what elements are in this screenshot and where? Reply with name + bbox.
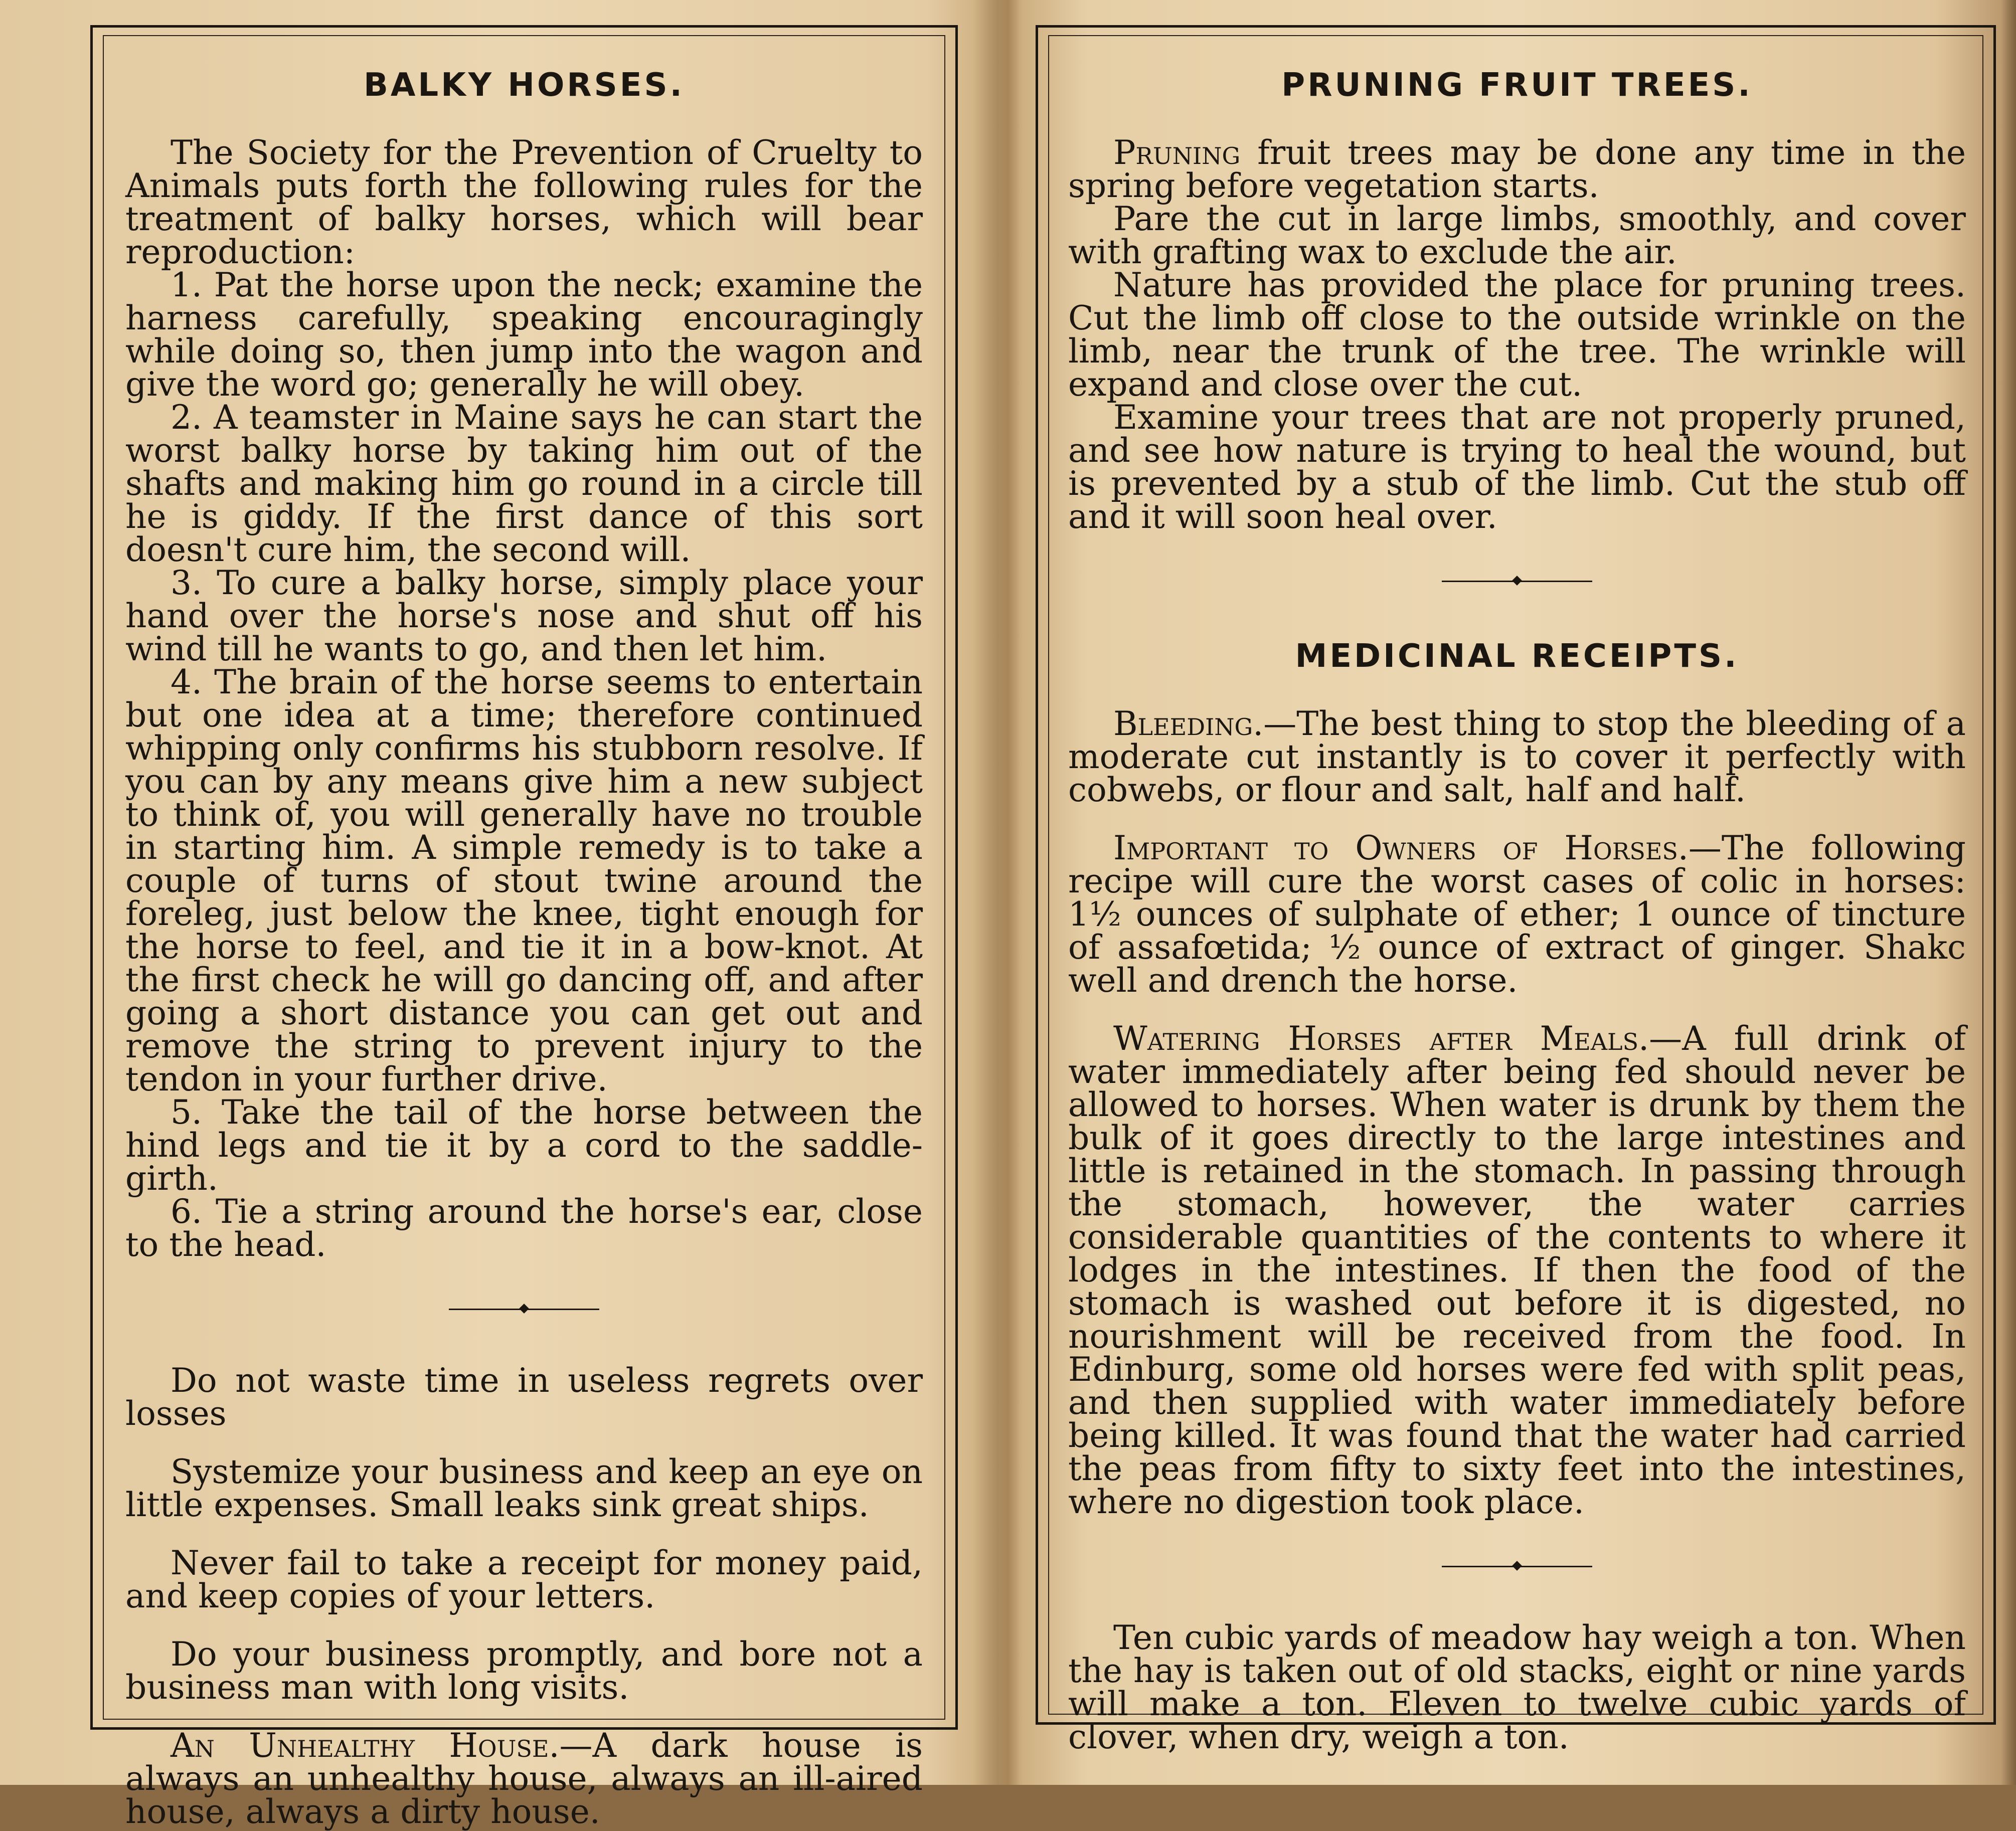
pruning-paragraph-2: Pare the cut in large limbs, smoothly, and cover with grafting wax to exclude the air. xyxy=(1068,200,1966,271)
medicinal-title: MEDICINAL RECEIPTS. xyxy=(1295,638,1739,675)
pruning-paragraph-1 xyxy=(1068,133,1966,205)
maxim-losses: Do not waste time in useless regrets over losses xyxy=(125,1361,923,1433)
balky-rule-4: 4. The brain of the horse seems to entertain but one idea at a time; therefore continued whipping only confirms his stubborn resolve. If you can by any means give him a new subject to think of, you will generally have no trouble in starting him. A simple remedy is to take a couple of turns of stout twine around the foreleg, just below the knee, tight enough for the horse to feel, and tie it in a bow-knot. At the first check he will go dancing off, and after going a short distance you can get out and remove the string to prevent injury to the tendon in your further drive. xyxy=(125,663,923,1098)
left-page-content xyxy=(125,65,923,1831)
important-heading: Important to Owners of Horses. xyxy=(1113,829,1689,867)
section-divider xyxy=(1442,571,1592,591)
page-edge-shadow xyxy=(2001,0,2016,1785)
balky-rule-2: 2. A teamster in Maine says he can start the worst balky horse by taking him out of the shafts and making him go round in a circle till he is giddy. If the first dance of this sort doesn't cure him, the second will. xyxy=(125,398,923,569)
bleeding-heading: Bleeding. xyxy=(1113,704,1264,743)
right-page-content xyxy=(1068,65,1966,1754)
watering-paragraph xyxy=(1068,1019,1966,1521)
unhealthy-house-text: —A dark house is always an unhealthy house, always an ill-aired house, always a dirty house. xyxy=(125,1726,923,1831)
watering-text: —A full drink of water immediately after being fed should never be allowed to horses. When water is drunk by them the bulk of it goes directly to the large intestines and little is retained in the stomach. In passing through the stomach, however, the water carries considerable quantities of the contents to where it lodges in the intestines. If then the food of the stomach is washed out before it is digested, no nourishment will be received from the food. In Edinburg, some old horses were fed with split peas, and then supplied with water immediately before being killed. It was found that the water had carried the peas from fifty to sixty feet into the intestines, where no digestion took place. xyxy=(1068,1019,1966,1521)
right-page xyxy=(998,0,2016,1785)
balky-rule-1: 1. Pat the horse upon the neck; examine the harness carefully, speaking encouragingly while doing so, then jump into the wagon and give the word go; generally he will obey. xyxy=(125,266,923,404)
unhealthy-house-heading: An Unhealthy House. xyxy=(171,1726,560,1765)
pruning-lead: Pruning xyxy=(1113,133,1241,172)
divider-diamond-icon xyxy=(1512,576,1522,586)
pruning-first-text: fruit trees may be done any time in the spring before vegetation starts. xyxy=(1068,133,1966,205)
balky-horses-title: BALKY HORSES. xyxy=(364,67,685,104)
pruning-paragraph-3: Nature has provided the place for pruning trees. Cut the limb off close to the outside wrinkle on the limb, near the trunk of the tree. The wrinkle will expand and close over the cut. xyxy=(1068,266,1966,404)
bleeding-paragraph xyxy=(1068,704,1966,809)
unhealthy-house-paragraph xyxy=(125,1726,923,1831)
important-text: —The following recipe will cure the worst cases of colic in horses: 1½ ounces of sulphate of ether; 1 ounce of tincture of assafœtida; ½ ounce of extract of ginger. Shakc well and drench the horse. xyxy=(1068,829,1966,1000)
pruning-title: PRUNING FRUIT TREES. xyxy=(1281,67,1753,104)
watering-heading: Watering Horses after Meals. xyxy=(1113,1019,1649,1058)
balky-rule-3: 3. To cure a balky horse, simply place your hand over the horse's nose and shut off his wind till he wants to go, and then let him. xyxy=(125,564,923,668)
maxim-systemize: Systemize your business and keep an eye on little expenses. Small leaks sink great ships. xyxy=(125,1452,923,1524)
pruning-paragraph-4: Examine your trees that are not properly pruned, and see how nature is trying to heal the wound, but is prevented by a stub of the limb. Cut the stub off and it will soon heal over. xyxy=(1068,398,1966,536)
balky-intro-paragraph: The Society for the Prevention of Cruelty to Animals puts forth the following rules for the treatment of balky horses, which will bear reproduction: xyxy=(125,133,923,271)
section-divider xyxy=(449,1299,599,1319)
balky-rule-6: 6. Tie a string around the horse's ear, close to the head. xyxy=(125,1192,923,1264)
section-divider xyxy=(1442,1556,1592,1576)
bleeding-text: —The best thing to stop the bleeding of a moderate cut instantly is to cover it perfectly with cobwebs, or flour and salt, half and half. xyxy=(1068,704,1966,809)
left-page xyxy=(0,0,998,1831)
divider-diamond-icon xyxy=(1512,1561,1522,1571)
maxim-promptly: Do your business promptly, and bore not a business man with long visits. xyxy=(125,1635,923,1707)
hay-paragraph: Ten cubic yards of meadow hay weigh a ton. When the hay is taken out of old stacks, eight or nine yards will make a ton. Eleven to twelve cubic yards of clover, when dry, weigh a ton. xyxy=(1068,1618,1966,1756)
balky-rule-5: 5. Take the tail of the horse between the hind legs and tie it by a cord to the saddle-girth. xyxy=(125,1093,923,1198)
divider-diamond-icon xyxy=(519,1304,529,1314)
maxim-receipt: Never fail to take a receipt for money paid, and keep copies of your letters. xyxy=(125,1544,923,1615)
important-paragraph xyxy=(1068,829,1966,1000)
